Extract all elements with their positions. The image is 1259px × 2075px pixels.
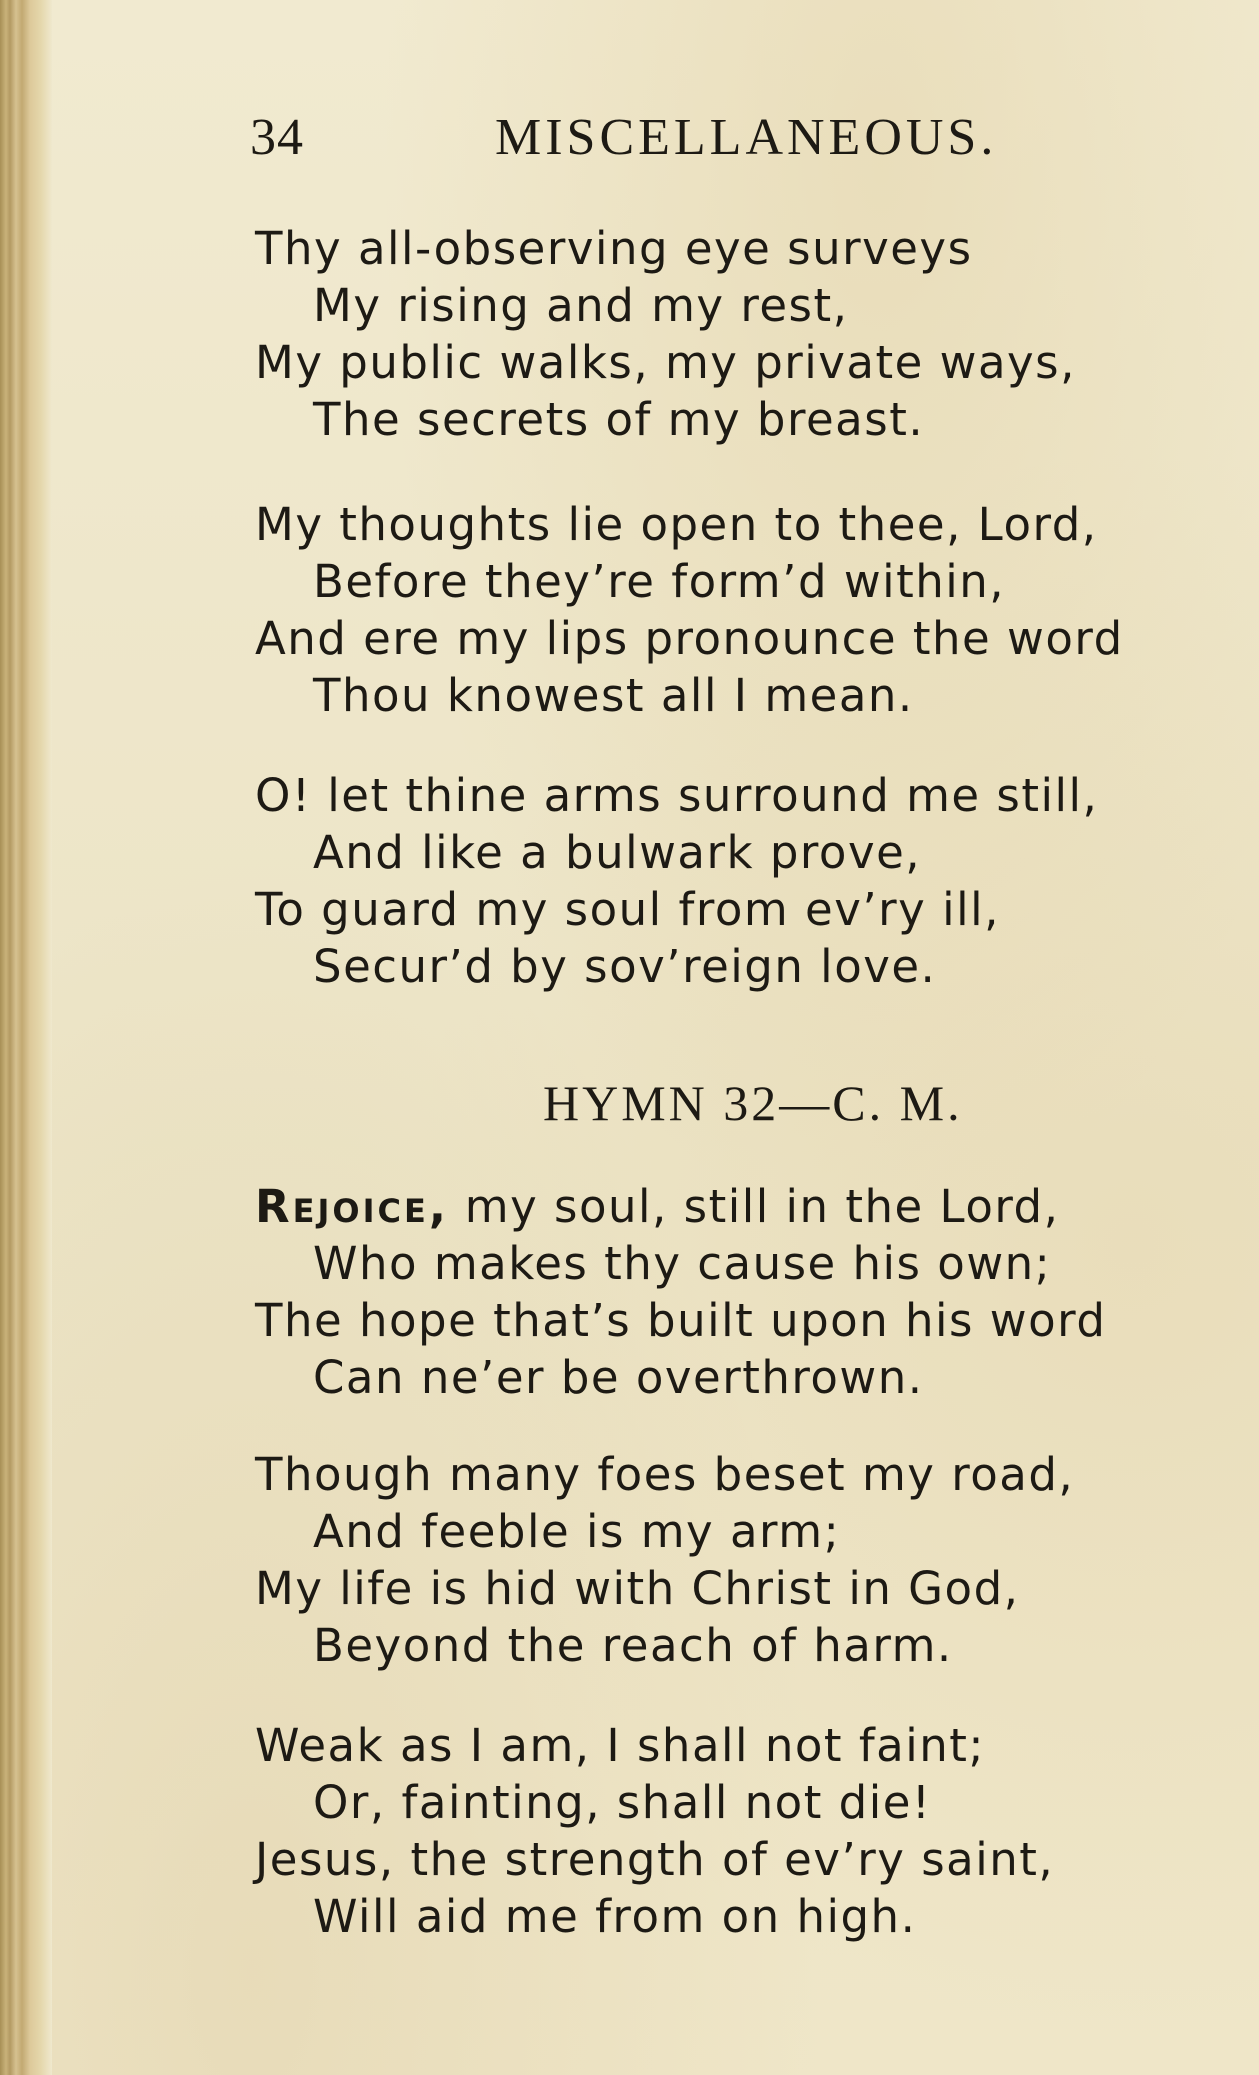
stanza-3 — [255, 767, 1155, 995]
verse-line: Can ne’er be overthrown. — [313, 1351, 924, 1404]
verse-line: Or, fainting, shall not die! — [313, 1776, 932, 1829]
stanza-4 — [255, 1178, 1155, 1406]
stanza-2 — [255, 496, 1155, 724]
verse-line: My public walks, my private ways, — [255, 336, 1076, 389]
verse-line: Thou knowest all I mean. — [313, 669, 914, 722]
verse-line: The secrets of my breast. — [313, 393, 925, 446]
verse-line: And like a bulwark prove, — [313, 826, 922, 879]
verse-line: O! let thine arms surround me still, — [255, 769, 1099, 822]
verse-line: Secur’d by sov’reign love. — [313, 940, 937, 993]
verse-line: The hope that’s built upon his word — [255, 1294, 1107, 1347]
stanza-6 — [255, 1717, 1155, 1945]
stanza-1 — [255, 220, 1155, 448]
verse-line: Beyond the reach of harm. — [313, 1619, 953, 1672]
hymn-title: HYMN 32—C. M. — [543, 1075, 963, 1131]
running-head: MISCELLANEOUS. — [495, 109, 998, 166]
verse-line: To guard my soul from ev’ry ill, — [255, 883, 1000, 936]
page-gutter-edge — [0, 0, 52, 2075]
verse-line: Who makes thy cause his own; — [313, 1237, 1052, 1290]
page-number: 34 — [250, 109, 304, 166]
verse-line: Though many foes beset my road, — [255, 1448, 1075, 1501]
stanza-5 — [255, 1446, 1155, 1674]
opening-word: Rejoice, — [255, 1180, 449, 1233]
first-line-rest: my soul, still in the Lord, — [448, 1180, 1060, 1233]
verse-line: Will aid me from on high. — [313, 1890, 917, 1943]
verse-line: My rising and my rest, — [313, 279, 849, 332]
page-header — [250, 108, 1070, 168]
verse-line: Thy all-observing eye surveys — [255, 222, 973, 275]
verse-line: And feeble is my arm; — [313, 1505, 841, 1558]
verse-line: Jesus, the strength of ev’ry saint, — [255, 1833, 1055, 1886]
verse-line: Weak as I am, I shall not faint; — [255, 1719, 986, 1772]
verse-line: And ere my lips pronounce the word — [255, 612, 1124, 665]
verse-line — [255, 1178, 1155, 1235]
verse-line: My thoughts lie open to thee, Lord, — [255, 498, 1098, 551]
verse-line: My life is hid with Christ in God, — [255, 1562, 1020, 1615]
verse-line: Before they’re form’d within, — [313, 555, 1006, 608]
